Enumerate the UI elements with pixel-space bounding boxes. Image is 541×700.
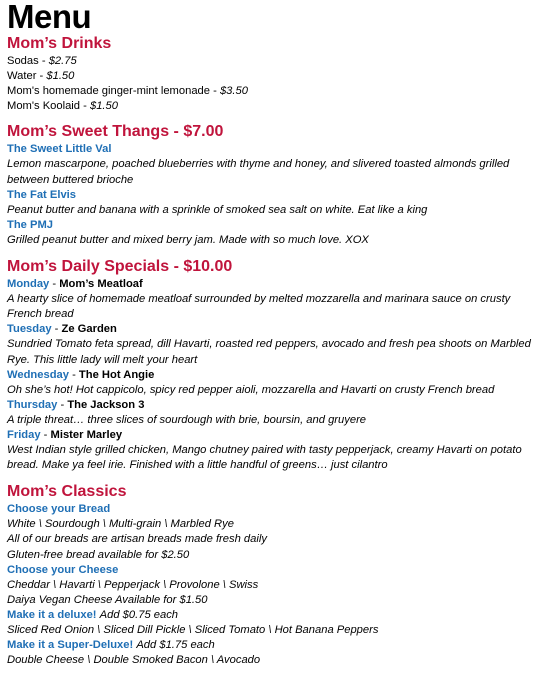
sweet-section xyxy=(7,122,534,248)
drink-item: Water - $1.50 xyxy=(7,70,75,83)
special-day: Friday xyxy=(7,428,41,441)
special-desc: West Indian style grilled chicken, Mango chutney paired with tasty pepperjack, creamy Havarti on potato bread. Make ya feel irie. Finished with a little handful of greens… just cilantro xyxy=(7,444,522,472)
special-day: Tuesday xyxy=(7,323,52,336)
special-day: Wednesday xyxy=(7,368,69,381)
classics-title: Mom’s Classics xyxy=(7,483,127,501)
superdeluxe-heading: Make it a Super-Deluxe! Add $1.75 each xyxy=(7,639,215,652)
drinks-section xyxy=(7,34,534,114)
bread-heading: Choose your Bread xyxy=(7,503,111,516)
bread-note: All of our breads are artisan breads made fresh daily xyxy=(7,533,267,546)
special-desc: Sundried Tomato feta spread, dill Havarti, roasted red peppers, avocado and fresh pea shoots on Marbled Rye. This little lady will melt your heart xyxy=(7,338,531,366)
special-name: Mom’s Meatloaf xyxy=(59,278,143,291)
special-desc: A triple threat… three slices of sourdough with brie, boursin, and gruyere xyxy=(7,413,367,426)
classics-section xyxy=(7,482,534,668)
special-name: The Jackson 3 xyxy=(67,398,145,411)
bread-gluten-free: Gluten-free bread available for $2.50 xyxy=(7,548,190,561)
cheese-options: Cheddar \ Havarti \ Pepperjack \ Provolone \ Swiss xyxy=(7,578,259,591)
special-heading: Tuesday - Ze Garden xyxy=(7,323,117,336)
drinks-title: Mom’s Drinks xyxy=(7,35,112,52)
special-desc: A hearty slice of homemade meatloaf surrounded by melted mozzarella and marinara sauce on crusty French bread xyxy=(7,293,511,321)
deluxe-price: Add $0.75 each xyxy=(99,608,179,621)
cheese-heading: Choose your Cheese xyxy=(7,563,119,576)
special-day: Monday xyxy=(7,278,50,291)
sweet-item-name: The Fat Elvis xyxy=(7,188,77,201)
drink-item: Mom's homemade ginger-mint lemonade - $3.50 xyxy=(7,85,248,98)
bread-options: White \ Sourdough \ Multi-grain \ Marbled Rye xyxy=(7,518,234,531)
specials-title: Mom’s Daily Specials - $10.00 xyxy=(7,258,233,276)
specials-section xyxy=(7,257,534,473)
special-day: Thursday xyxy=(7,398,58,411)
special-desc: Oh she’s hot! Hot cappicolo, spicy red pepper aioli, mozzarella and Havarti on crusty French bread xyxy=(7,383,495,396)
sweet-item-name: The PMJ xyxy=(7,218,54,231)
sweet-title: Mom’s Sweet Thangs - $7.00 xyxy=(7,123,224,141)
drink-item: Mom's Koolaid - $1.50 xyxy=(7,100,118,113)
special-name: Ze Garden xyxy=(61,323,117,336)
special-heading: Wednesday - The Hot Angie xyxy=(7,368,155,381)
page-title: Menu xyxy=(7,0,92,35)
superdeluxe-price: Add $1.75 each xyxy=(136,639,215,652)
cheese-vegan: Daiya Vegan Cheese Available for $1.50 xyxy=(7,593,208,606)
special-name: Mister Marley xyxy=(50,428,123,441)
special-heading: Thursday - The Jackson 3 xyxy=(7,398,145,411)
sweet-item-desc: Lemon mascarpone, poached blueberries with thyme and honey, and slivered toasted almonds grilled between buttered brioche xyxy=(7,158,510,186)
drink-item: Sodas - $2.75 xyxy=(7,55,77,67)
deluxe-options: Sliced Red Onion \ Sliced Dill Pickle \ Sliced Tomato \ Hot Banana Peppers xyxy=(7,624,379,636)
special-heading: Friday - Mister Marley xyxy=(7,428,123,441)
special-heading: Monday - Mom’s Meatloaf xyxy=(7,278,143,291)
sweet-item-name: The Sweet Little Val xyxy=(7,143,112,156)
superdeluxe-options: Double Cheese \ Double Smoked Bacon \ Avocado xyxy=(7,654,261,667)
sweet-item-desc: Grilled peanut butter and mixed berry jam. Made with so much love. XOX xyxy=(7,233,369,246)
special-name: The Hot Angie xyxy=(78,368,155,381)
deluxe-heading: Make it a deluxe! Add $0.75 each xyxy=(7,608,179,621)
sweet-item-desc: Peanut butter and banana with a sprinkle of smoked sea salt on white. Eat like a king xyxy=(7,203,428,216)
